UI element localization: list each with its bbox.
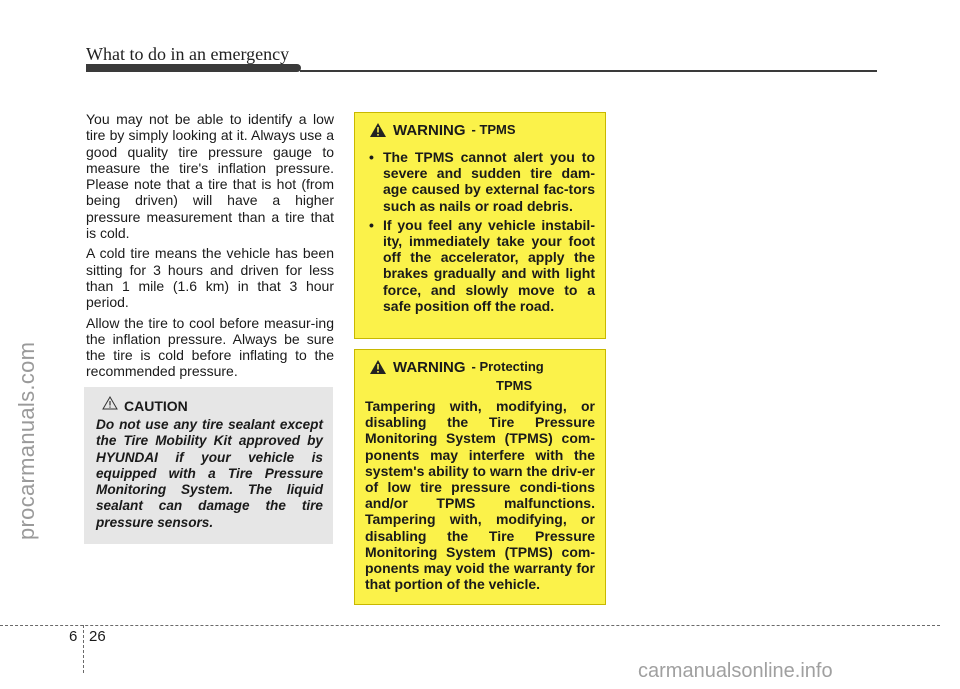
footer-divider	[83, 625, 84, 673]
bullet: •	[369, 216, 374, 233]
caution-title: CAUTION	[124, 397, 188, 414]
warning-subtitle: - Protecting	[471, 359, 544, 374]
warning-triangle-icon	[369, 359, 387, 380]
bottom-watermark: carmanualsonline.info	[638, 660, 833, 682]
page-header-title: What to do in an emergency	[86, 44, 290, 64]
warning-triangle-icon	[369, 122, 387, 143]
caution-box	[84, 387, 333, 544]
caution-header	[102, 396, 323, 415]
warning-box-tpms	[354, 112, 606, 339]
warning-title: WARNING	[393, 122, 466, 139]
header-bar	[86, 64, 301, 72]
list-item	[365, 217, 595, 314]
footer-rule	[0, 625, 940, 626]
warning-item-text: The TPMS cannot alert you to severe and sudden tire dam-age caused by external fac-tors such as nails or road debris.	[383, 149, 595, 214]
body-paragraph: Allow the tire to cool before measur-ing the inflation pressure. Always be sure the tire is cold before inflating to the recommended pressure.	[86, 314, 334, 380]
body-text	[86, 111, 334, 384]
warning-header	[369, 122, 595, 143]
warning-box-protecting-tpms	[354, 349, 606, 605]
side-watermark: procarmanuals.com	[14, 341, 39, 540]
header-rule	[300, 70, 877, 72]
caution-text: Do not use any tire sealant except the Tire Mobility Kit approved by HYUNDAI if your vehicle is equipped with a Tire Pressure Monitoring System. The liquid sealant can damage the tire pressure sensors.	[96, 417, 323, 530]
chapter-number: 6	[69, 628, 78, 645]
body-paragraph: A cold tire means the vehicle has been sitting for 3 hours and driven for less than 1 mile (1.6 km) in that 3 hour period.	[86, 245, 334, 311]
warning-text: Tampering with, modifying, or disabling the Tire Pressure Monitoring System (TPMS) com-ponents may interfere with the system's ability to warn the driv-er of low tire pressure condi-tions and/or TPMS malfunctions. Tampering with, modifying, or disabling the Tire Pressure Monitoring System (TPMS) com-ponents may void the warranty for that portion of the vehicle.	[365, 398, 595, 593]
warning-subtitle-continued: TPMS	[496, 378, 533, 393]
warning-list	[365, 149, 595, 314]
list-item	[365, 149, 595, 214]
caution-triangle-icon	[102, 396, 118, 415]
warning-subtitle: - TPMS	[471, 122, 516, 137]
warning-item-text: If you feel any vehicle instabil-ity, immediately take your foot off the accelerator, apply the brakes gradually and with light force, and slowly move to a safe position off the road.	[383, 216, 595, 314]
warning-title: WARNING	[393, 359, 466, 376]
bullet: •	[369, 149, 374, 165]
page-number: 26	[89, 628, 106, 645]
warning-header	[369, 359, 595, 380]
body-paragraph: You may not be able to identify a low tire by simply looking at it. Always use a good quality tire pressure gauge to measure the tire's inflation pressure. Please note that a tire that is hot (from being driven) will have a higher pressure measurement than a tire that is cold.	[86, 111, 334, 242]
